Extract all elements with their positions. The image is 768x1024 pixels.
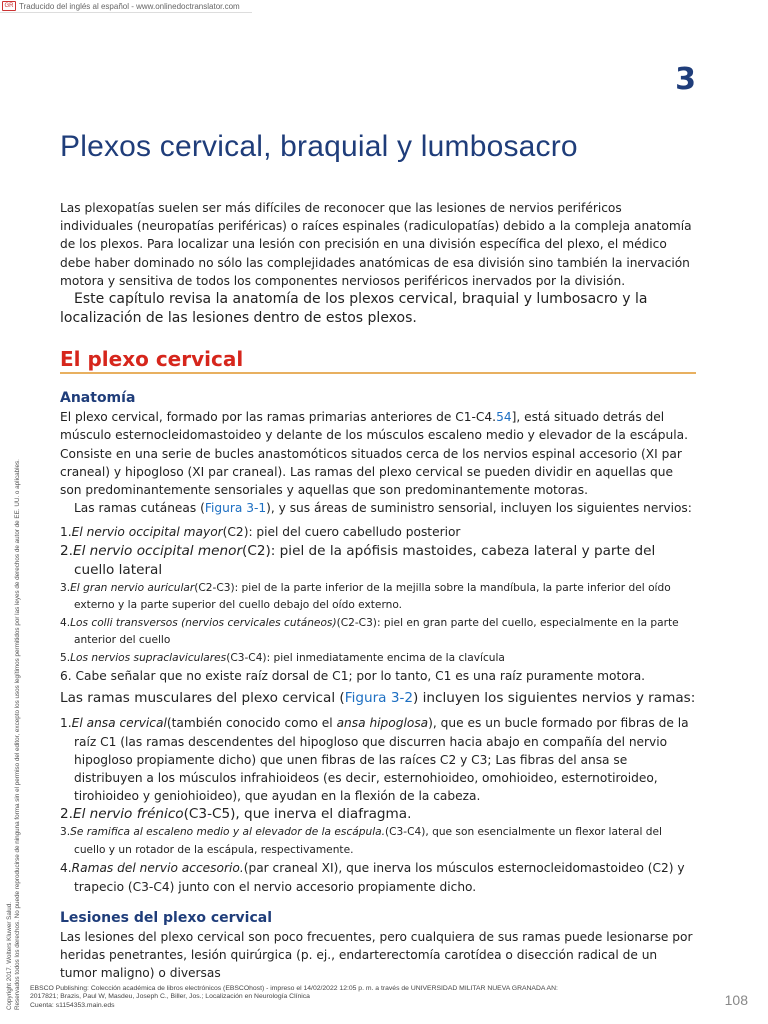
- lesions-title: Lesiones del plexo cervical: [60, 909, 273, 926]
- translator-banner[interactable]: [0, 0, 252, 13]
- anatomy-text-2: ], está situado detrás del músculo esternocleidomastoideo y delante de los músculos escaleno medio y elevador de la escápula. Consiste en una serie de bucles anastomóticos situados cerca de los nervios espinal accesorio (XI par craneal) y hipogloso (XI par craneal). Las ramas del plexo cervical se pueden dividir en aquellas que son predominantemente sensoriales y aquellas que son predominantemente motoras.: [60, 410, 688, 498]
- figure-3-2-link[interactable]: Figura 3-2: [344, 690, 414, 707]
- anatomy-text: El plexo cervical, formado por las ramas primarias anteriores de C1-C4.: [60, 410, 497, 425]
- list-item: 1.El ansa cervical(también conocido como el ansa hipoglosa), que es un bucle formado por fibras de la raíz C1 (las ramas descendentes del hipogloso que discurren hacia abajo en compañía del nervio hipogloso propiamente dicho) que unen fibras de las raíces C2 y C3; Las fibras del ansa se distribuyen a los músculos infrahioideos (es decir, esternohioideo, omohioideo, esternotiroideo, tirohioideo y geniohioideo), que ayudan en la flexión de la cabeza.: [60, 716, 689, 804]
- lesions-paragraph: Las lesiones del plexo cervical son poco frecuentes, pero cualquiera de sus ramas puede lesionarse por heridas penetrantes, lesión quirúrgica (p. ej., endarterectomía carotídea o disección radical de un tumor maligno) o diversas: [60, 929, 693, 981]
- anatomy-paragraph: [60, 408, 696, 499]
- cutaneous-list: [60, 523, 696, 685]
- page-number: 108: [724, 992, 748, 1008]
- intro-paragraph-2: Este capítulo revisa la anatomía de los plexos cervical, braquial y lumbosacro y la localización de las lesiones dentro de estos plexos.: [60, 291, 648, 327]
- list-item: 2.El nervio frénico(C3-C5), que inerva el diafragma.: [60, 806, 412, 823]
- translator-icon: GR: [2, 1, 16, 11]
- muscular-text: Las ramas musculares del plexo cervical (: [60, 690, 345, 707]
- intro-paragraph: Las plexopatías suelen ser más difíciles de reconocer que las lesiones de nervios periféricos individuales (neuropatías periféricas) o raíces espinales (radiculopatías) debido a la compleja anatomía de los plexos. Para localizar una lesión con precisión en una división específica del plexo, el médico debe haber dominado no sólo las complejidades anatómicas de esa división sino también la inervación motora y sensitiva de todos los componentes nerviosos periféricos inervados por la división.: [60, 201, 692, 288]
- anatomy-title: Anatomía: [60, 390, 136, 407]
- footer: [30, 985, 590, 1010]
- list-item: 2.El nervio occipital menor(C2): piel de la apófisis mastoides, cabeza lateral y parte del cuello lateral: [60, 542, 656, 578]
- chapter-title: Plexos cervical, braquial y lumbosacro: [60, 130, 578, 163]
- muscular-list: [60, 714, 696, 895]
- figure-3-1-link[interactable]: Figura 3-1: [204, 501, 267, 516]
- list-item: 1.El nervio occipital mayor(C2): piel del cuero cabelludo posterior: [60, 525, 461, 540]
- page-content: [60, 199, 696, 982]
- translator-banner-text[interactable]: Traducido del inglés al español - www.onlinedoctranslator.com: [19, 1, 240, 11]
- section-title: El plexo cervical: [60, 350, 696, 374]
- list-item: 3.Se ramifica al escaleno medio y al elevador de la escápula.(C3-C4), que son esencialmente un flexor lateral del cuello y un rotador de la escápula, respectivamente.: [60, 826, 662, 856]
- muscular-intro: [60, 689, 696, 708]
- list-item: 3.El gran nervio auricular(C2-C3): piel de la parte inferior de la mejilla sobre la mandíbula, la parte inferior del oído externo y la parte superior del cuello debajo del oído externo.: [60, 581, 671, 612]
- chapter-number: 3: [675, 62, 696, 97]
- cutaneous-intro: [60, 499, 696, 517]
- list-item: 4.Ramas del nervio accesorio.(par craneal XI), que inerva los músculos esternocleidomastoideo (C2) y trapecio (C3-C4) junto con el nervio accesorio propiamente dicho.: [60, 861, 685, 894]
- list-item: 5.Los nervios supraclaviculares(C3-C4): piel inmediatamente encima de la clavícula: [60, 651, 505, 664]
- reference-link[interactable]: 54: [496, 410, 512, 425]
- list-item: 4.Los colli transversos (nervios cervicales cutáneos)(C2-C3): piel en gran parte del cuello, especialmente en la parte anterior del cuello: [60, 616, 679, 647]
- copyright-side-note: [6, 355, 21, 1010]
- cutaneous-text-2: ), y sus áreas de suministro sensorial, incluyen los siguientes nervios:: [266, 501, 692, 516]
- footer-line: 2017821; Brazis, Paul W, Masdeu, Joseph C., Biller, Jos.; Localización en Neurología Clínica: [30, 993, 310, 1001]
- list-item: 6. Cabe señalar que no existe raíz dorsal de C1; por lo tanto, C1 es una raíz puramente motora.: [60, 669, 646, 684]
- footer-line: EBSCO Publishing: Colección académica de libros electrónicos (EBSCOhost) - impreso el 14/02/2022 12:05 p. m. a través de UNIVERSIDAD MILITAR NUEVA GRANADA AN:: [30, 985, 558, 992]
- footer-line: Cuenta: s1154353.main.eds: [30, 1001, 115, 1009]
- muscular-text-2: ) incluyen los siguientes nervios y ramas:: [413, 690, 696, 707]
- cutaneous-text: Las ramas cutáneas (: [74, 501, 205, 516]
- copyright-line: Copyright 2017. Wolters Kluwer Salud.: [6, 901, 13, 1010]
- rights-line: Reservados todos los derechos. No puede reproducirse de ninguna forma sin el permiso del editor, excepto los usos legítimos permitidos por las leyes de derechos de autor de EE. UU. o aplicables.: [13, 459, 21, 1010]
